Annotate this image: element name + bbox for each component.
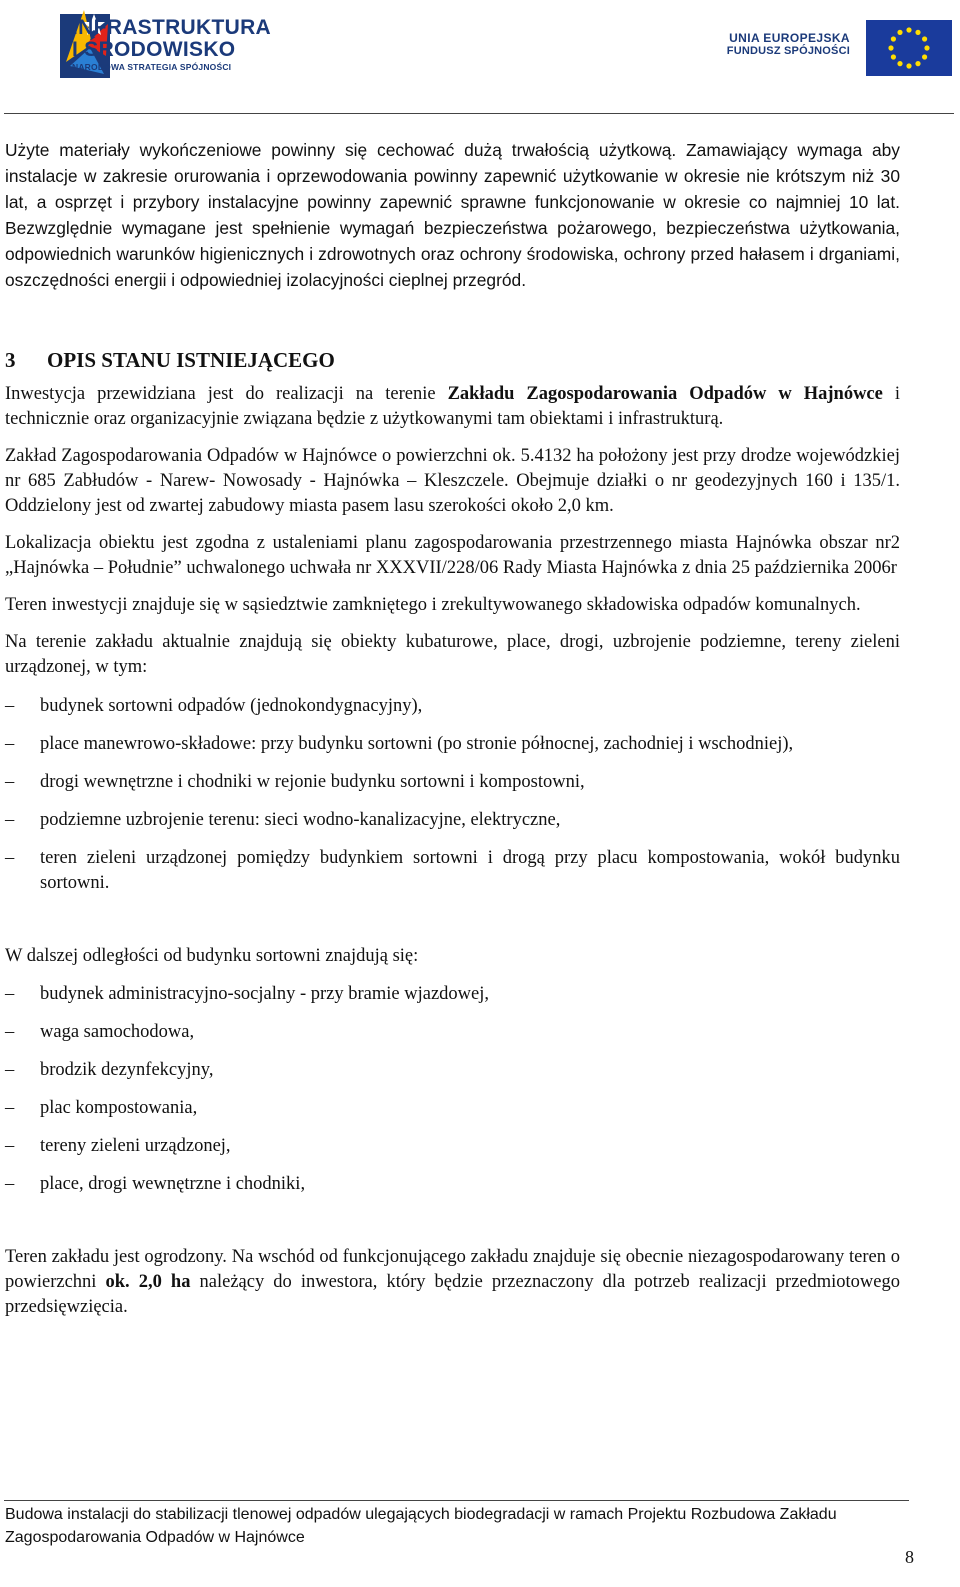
- spacer: [5, 374, 900, 382]
- eu-label-line2: FUNDUSZ SPÓJNOŚCI: [726, 45, 850, 57]
- logo-subtitle: NARODOWA STRATEGIA SPÓJNOŚCI: [72, 62, 232, 72]
- section-title: OPIS STANU ISTNIEJĄCEGO: [47, 348, 335, 372]
- list-item: [5, 1172, 900, 1197]
- further-objects-list: [5, 982, 900, 1197]
- spacer: [5, 618, 900, 630]
- section-number: 3: [5, 348, 16, 372]
- paragraph-investment-text-2: i technicznie oraz organizacyjnie związana będzie z użytkowanymi tam obiektami i infrastrukturą.: [5, 384, 901, 429]
- paragraph-further-objects: W dalszej odległości od budynku sortowni znajdują się:: [5, 946, 419, 966]
- paragraph-location: Lokalizacja obiektu jest zgodna z ustaleniami planu zagospodarowania przestrzennego miasta Hajnówka obszar nr2 „Hajnówka – Południe” uchwalonego uchwała nr XXXVII/228/06 Rady Miasta Hajnówka z dnia 25 października 2006r: [5, 533, 900, 578]
- list-item-text: plac kompostowania,: [40, 1098, 198, 1118]
- paragraph-fenced-text-2: należący do inwestora, który będzie przeznaczony dla potrzeb realizacji przedmiotowego przedsięwzięcia.: [5, 1272, 900, 1317]
- list-item: [5, 1058, 900, 1083]
- list-item: [5, 1134, 900, 1159]
- dash-bullet: –: [5, 1022, 15, 1042]
- paragraph-investment: [5, 382, 900, 432]
- dash-bullet: –: [5, 1098, 15, 1118]
- footer-line1: Budowa instalacji do stabilizacji tlenowej odpadów ulegających biodegradacji w ramach Projektu Rozbudowa Zakładu: [5, 1506, 837, 1523]
- list-item-text: tereny zieleni urządzonej,: [40, 1136, 231, 1156]
- dash-bullet: –: [5, 772, 15, 792]
- eu-flag-icon: [866, 20, 952, 76]
- footer-divider: [4, 1500, 909, 1501]
- list-item: [5, 1020, 900, 1045]
- list-item: [5, 846, 900, 896]
- dash-bullet: –: [5, 810, 15, 830]
- dash-bullet: –: [5, 696, 15, 716]
- dash-bullet: –: [5, 848, 15, 868]
- list-item: [5, 1096, 900, 1121]
- page-header: [0, 0, 960, 116]
- logo-title-line2: I ŚRODOWISKO: [72, 38, 236, 61]
- document-body: [5, 138, 900, 1320]
- list-item: [5, 694, 900, 719]
- spacer: [5, 969, 900, 982]
- spacer: [5, 896, 900, 944]
- paragraph-materials-requirements: Bezwzględnie wymagane jest spełnienie wymagań bezpieczeństwa pożarowego, bezpieczeństwa użytkowania, odpowiednich warunków higienicznych i zdrowotnych oraz ochrony środowiska, ochrony przed hałasem i drganiami, oszczędności energii i odpowiedniej izolacyjności cieplnej przegród.: [5, 218, 900, 290]
- footer-line2: Zagospodarowania Odpadów w Hajnówce: [5, 1529, 305, 1546]
- dash-bullet: –: [5, 1136, 15, 1156]
- spacer: [5, 519, 900, 531]
- dash-bullet: –: [5, 734, 15, 754]
- paragraph-investment-text: Inwestycja przewidziana jest do realizacji na terenie: [5, 384, 448, 404]
- existing-objects-list: [5, 694, 900, 896]
- list-item-text: drogi wewnętrzne i chodniki w rejonie budynku sortowni i kompostowni,: [40, 772, 585, 792]
- list-item-text: budynek administracyjno-socjalny - przy bramie wjazdowej,: [40, 984, 489, 1004]
- dash-bullet: –: [5, 1060, 15, 1080]
- eu-label: [727, 31, 850, 57]
- list-item-text: teren zieleni urządzonej pomiędzy budynkiem sortowni i drogą przy placu kompostowania, wokół budynku sortowni.: [40, 848, 900, 893]
- logo-title-line1: INFRASTRUKTURA: [72, 16, 272, 39]
- spacer: [5, 294, 900, 346]
- paragraph-materials-sans: Użyte materiały wykończeniowe powinny się cechować dużą trwałością użytkową. Zamawiający wymaga aby instalacje w zakresie orurowania i oprzewodowania powinny zapewnić użytkowanie w okresie nie krótszym niż 30 lat, a osprzęt i przybory instalacyjne powinny zapewnić sprawne funkcjonowanie w okresie co najmniej 10 lat.: [5, 140, 900, 212]
- list-item-text: waga samochodowa,: [40, 1022, 195, 1042]
- dash-bullet: –: [5, 1174, 15, 1194]
- paragraph-investment-bold: Zakładu Zagospodarowania Odpadów w Hajnówce: [447, 384, 883, 404]
- eu-label-line1: UNIA EUROPEJSKA: [729, 31, 850, 45]
- list-item-text: place, drogi wewnętrzne i chodniki,: [40, 1174, 306, 1194]
- page-footer: [5, 1503, 905, 1549]
- list-item-text: brodzik dezynfekcyjny,: [40, 1060, 214, 1080]
- page-number: 8: [905, 1547, 914, 1567]
- paragraph-fenced-area: [5, 1245, 900, 1320]
- paragraph-materials: [5, 138, 900, 294]
- section-heading: [5, 346, 900, 374]
- paragraph-plant-area: Zakład Zagospodarowania Odpadów w Hajnówce o powierzchni ok. 5.4132 ha położony jest przy drodze wojewódzkiej nr 685 Zabłudów - Narew- Nowosady - Hajnówka – Kleszczele. Obejmuje działki o nr geodezyjnych 160 i 135/1. Oddzielony jest od zwartej zabudowy miasta pasem lasu szerokości około 2,0 km.: [5, 446, 900, 516]
- list-item-text: place manewrowo-składowe: przy budynku sortowni (po stronie północnej, zachodniej i wschodniej),: [40, 734, 794, 754]
- spacer: [5, 581, 900, 593]
- list-item: [5, 982, 900, 1007]
- paragraph-existing-objects: Na terenie zakładu aktualnie znajdują się obiekty kubaturowe, place, drogi, uzbrojenie podziemne, tereny zieleni urządzonej, w tym:: [5, 632, 900, 677]
- paragraph-neighbourhood: Teren inwestycji znajduje się w sąsiedztwie zamkniętego i zrekultywowanego składowiska odpadów komunalnych.: [5, 595, 861, 615]
- spacer: [5, 1197, 900, 1245]
- dash-bullet: –: [5, 984, 15, 1004]
- list-item: [5, 808, 900, 833]
- spacer: [5, 432, 900, 444]
- list-item-text: budynek sortowni odpadów (jednokondygnacyjny),: [40, 696, 423, 716]
- list-item: [5, 732, 900, 757]
- paragraph-fenced-text: Teren zakładu jest ogrodzony. Na wschód od funkcjonującego zakładu znajduje się obecnie niezagospodarowany teren o powierzchni: [5, 1247, 900, 1292]
- paragraph-fenced-bold: ok. 2,0 ha: [105, 1272, 191, 1292]
- spacer: [5, 680, 900, 694]
- header-divider: [4, 113, 954, 114]
- list-item: [5, 770, 900, 795]
- list-item-text: podziemne uzbrojenie terenu: sieci wodno-kanalizacyjne, elektryczne,: [40, 810, 561, 830]
